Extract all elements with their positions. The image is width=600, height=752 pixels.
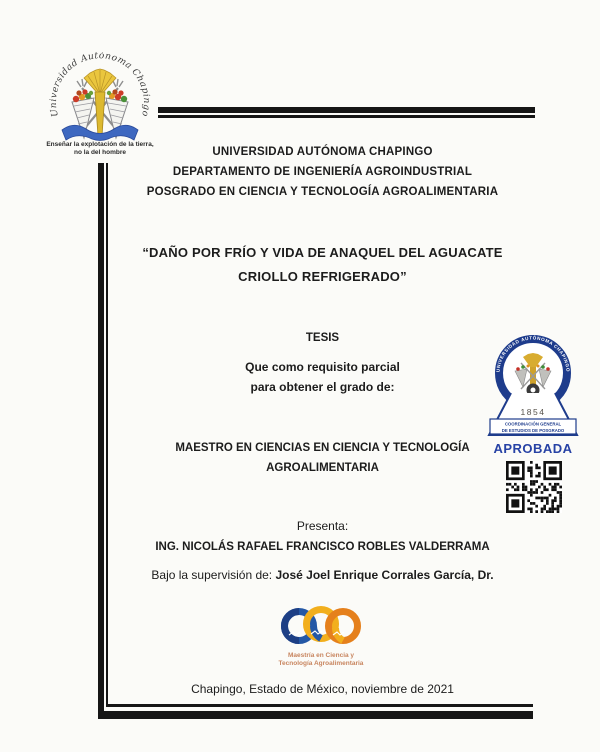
department-name: DEPARTAMENTO DE INGENIERÍA AGROINDUSTRIAL [172, 166, 473, 178]
left-border-thick [98, 163, 104, 719]
left-border-thin [106, 163, 108, 707]
presents-label: Presenta: [296, 519, 349, 533]
university-motto: Enseñar la explotación de la tierra, no la del hombre [46, 141, 154, 156]
requirement-text: Que como requisito parcial para obtener el grado de: [245, 360, 400, 394]
top-border-thin [158, 115, 535, 118]
program-rings-logo [276, 597, 366, 653]
degree-name: MAESTRO EN CIENCIAS EN CIENCIA Y TECNOLOGÍA AGROALIMENTARIA [175, 442, 470, 474]
program-name: POSGRADO EN CIENCIA Y TECNOLOGÍA AGROALIMENTARIA [146, 186, 499, 198]
qr-code [506, 461, 562, 513]
university-seal-logo [36, 52, 164, 142]
supervision-line [110, 565, 535, 585]
bottom-border-thick [98, 711, 533, 719]
stamp-arc-text: UNIVERSIDAD AUTÓNOMA CHAPINGO [495, 335, 571, 373]
institution-header [110, 142, 535, 202]
document-type-label: TESIS [305, 332, 340, 344]
stamp-office-line1: COORDINACIÓN GENERAL [504, 421, 562, 427]
top-border-thick [158, 107, 535, 113]
bottom-border-thin [106, 704, 533, 707]
university-arc-text: Universidad Autónoma Chapingo [48, 52, 152, 118]
program-logo-caption: Maestría en Ciencia y Tecnología Agroalimentaria [278, 652, 364, 667]
stamp-year: 1854 [520, 407, 546, 417]
university-name: UNIVERSIDAD AUTÓNOMA CHAPINGO [212, 146, 433, 158]
stamp-office-line2: DE ESTUDIOS DE POSGRADO [501, 427, 565, 433]
place-date: Chapingo, Estado de México, noviembre de 2021 [191, 682, 454, 696]
approval-seal [481, 333, 585, 439]
approval-status-label: APROBADA [493, 441, 573, 456]
supervision-prefix: Bajo la supervisión de: [151, 568, 276, 582]
supervisor-name: José Joel Enrique Corrales García, Dr. [275, 568, 494, 582]
thesis-title: “DAÑO POR FRÍO Y VIDA DE ANAQUEL DEL AGUACATE CRIOLLO REFRIGERADO” [142, 245, 503, 284]
student-name: ING. NICOLÁS RAFAEL FRANCISCO ROBLES VALDERRAMA [155, 541, 490, 553]
